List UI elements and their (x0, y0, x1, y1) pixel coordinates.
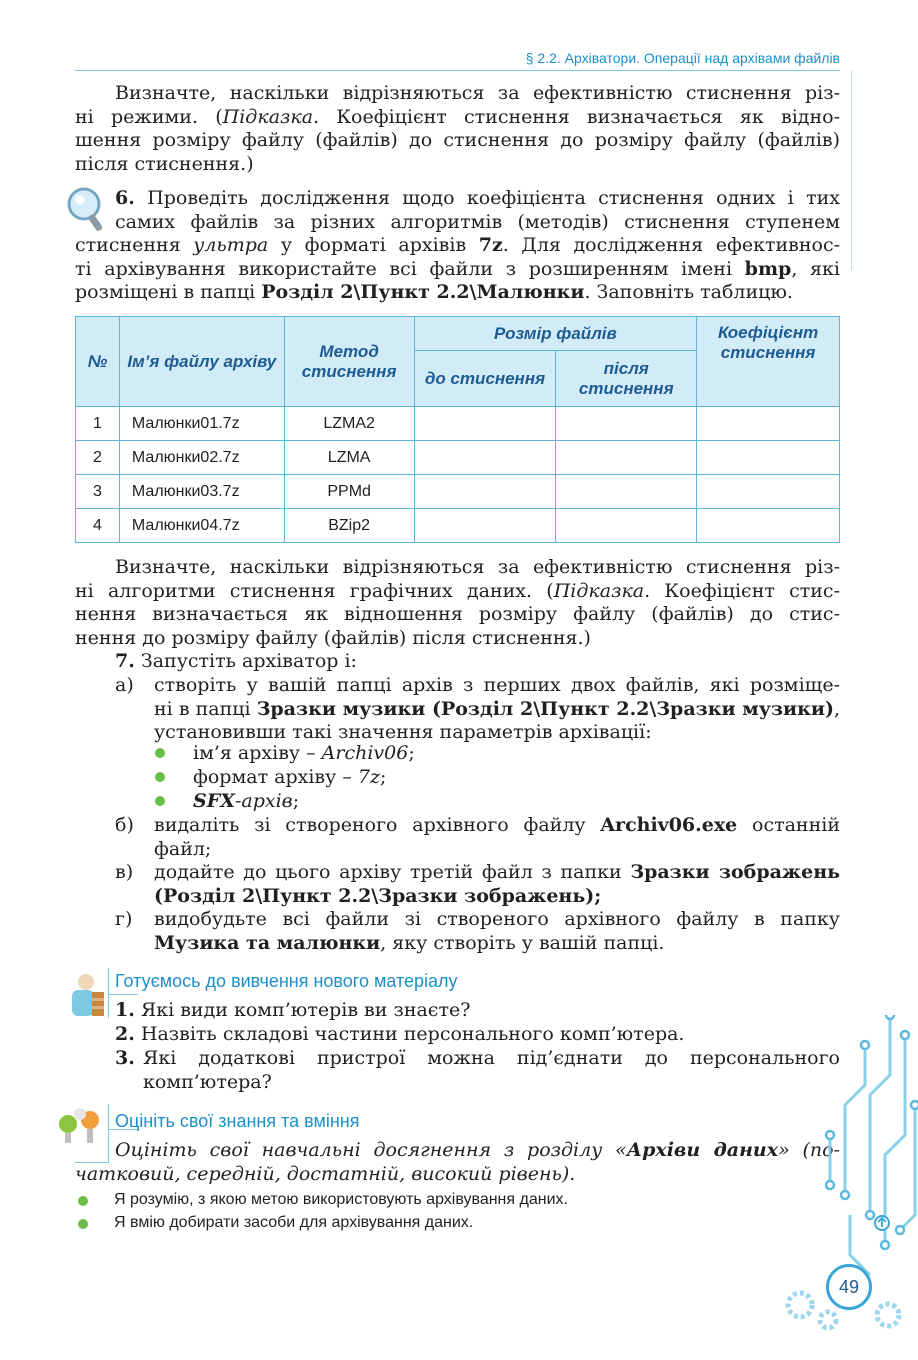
paragraph-line: Визначте, наскільки відрізняються за ефективністю стиснення різ- (115, 556, 840, 578)
item-line: файл; (154, 837, 212, 860)
text: Проведіть дослідження щодо коефіцієнта стиснення одних і тих (147, 187, 840, 209)
text: , яку створіть у вашій папці. (380, 931, 665, 954)
question-line (115, 999, 840, 1023)
item-line (154, 861, 840, 885)
text: ультра (193, 234, 269, 256)
intro-line (75, 106, 840, 130)
intro-line: Визначте, наскільки відрізняються за ефективністю стиснення різ- (115, 82, 840, 104)
cell-after (556, 407, 697, 441)
cell-before (414, 509, 556, 543)
task-6-line (75, 258, 840, 282)
margin-rule (851, 70, 852, 270)
text: Які види комп’ютерів ви знаєте? (140, 999, 471, 1021)
text: ; (379, 766, 387, 788)
text: , (833, 697, 840, 720)
list-marker-d: г) (115, 908, 133, 930)
question-line: Які додаткові пристрої можна під’єднати до персонального (143, 1047, 840, 1069)
task-7-item-a (154, 674, 840, 745)
text: додайте до цього архіву третій файл з папки (154, 861, 631, 883)
cell-method: PPMd (284, 475, 414, 509)
task-6 (75, 187, 840, 305)
text: формат архіву – (193, 766, 358, 788)
text: . Коефіцієнт стис- (644, 579, 840, 602)
question-number: 1. (115, 999, 135, 1021)
task-7-line (115, 650, 840, 674)
intro-line: шення розміру файлу (файлів) до стиснення до розміру файлу (файлів) (75, 129, 840, 151)
cell-after (556, 441, 697, 475)
cell-ratio (697, 509, 840, 543)
text: 7z (357, 766, 380, 788)
student-reading-icon (62, 972, 108, 1024)
text: ні алгоритми стиснення графічних даних. ( (75, 579, 554, 602)
col-header-before: до стиснення (414, 351, 556, 407)
text: » (по- (778, 1139, 840, 1161)
text: останній (737, 814, 840, 836)
intro-paragraph (75, 82, 840, 176)
col-header-number: № (76, 317, 120, 407)
param-sfx (193, 790, 299, 814)
item-line: установивши такі значення параметрів архівації: (154, 721, 652, 743)
text: . Коефіцієнт стиснення визначається як відно- (313, 105, 840, 128)
cell-number: 3 (76, 475, 120, 509)
question-line: комп’ютера? (143, 1070, 272, 1093)
section-name: Архіви даних (626, 1139, 779, 1161)
text: . Заповніть таблицю. (584, 281, 793, 303)
param-archive-format (193, 766, 386, 790)
text: ні режими. ( (75, 105, 223, 128)
prep-question-3 (143, 1047, 840, 1094)
task-7-title (115, 650, 840, 674)
bullet-icon (155, 748, 165, 758)
text: Назвіть складові частини персонального комп’ютера. (140, 1023, 685, 1045)
item-line (154, 814, 840, 838)
assess-line (75, 1163, 840, 1187)
text: ; (408, 742, 415, 764)
folder-name: Зразки зображень (630, 861, 841, 883)
table-row (76, 509, 840, 543)
item-line (154, 698, 840, 722)
cell-method: BZip2 (284, 509, 414, 543)
task-6-line: самих файлів за різних алгоритмів (методів) стиснення ступенем (115, 210, 840, 233)
cell-before (414, 441, 556, 475)
item-line: видобудьте всі файли зі створеного архівного файлу в папку (154, 908, 840, 930)
cell-archive-name: Малюнки02.7z (119, 441, 284, 475)
text: стиснення (75, 234, 194, 256)
assess-paragraph (75, 1139, 840, 1186)
cell-ratio (697, 407, 840, 441)
section-rule (108, 994, 138, 995)
cell-number: 2 (76, 441, 120, 475)
text: Оцініть свої навчальні досягнення з розділу « (115, 1139, 627, 1161)
cell-method: LZMA (284, 441, 414, 475)
text: Запустіть архіватор і: (140, 650, 357, 672)
bullet-icon (155, 796, 165, 806)
text: -архів (234, 790, 293, 812)
text: чатковий, середній, достатній, високий рівень). (75, 1162, 576, 1185)
question-number: 3. (115, 1047, 135, 1069)
folder-path: Зразки музики (Розділ 2\Пункт 2.2\Зразки музики) (256, 697, 834, 720)
running-header (75, 48, 840, 71)
task-7-item-d (154, 908, 840, 955)
task-6-line (75, 234, 840, 258)
list-marker-c: в) (115, 861, 134, 883)
cell-before (414, 475, 556, 509)
cell-before (414, 407, 556, 441)
bullet-icon (155, 772, 165, 782)
paragraph-line: нення до розміру файлу (файлів) після стиснення.) (75, 626, 591, 649)
item-line (154, 885, 840, 909)
section-title-prep: Готуємось до вивчення нового матеріалу (115, 971, 458, 991)
paragraph-line (75, 580, 840, 604)
col-header-archive-name: Ім’я файлу архіву (119, 317, 284, 407)
table-row (76, 475, 840, 509)
after-table-paragraph (75, 556, 840, 650)
bullet-icon (78, 1219, 88, 1229)
task-7-item-c (154, 861, 840, 908)
hint-word: Підказка (222, 105, 314, 128)
text: видаліть зі створеного архівного файлу (154, 814, 601, 836)
param-archive-name (193, 742, 415, 766)
col-header-ratio: Коефіцієнт стиснення (697, 317, 840, 407)
col-header-after: після стиснення (556, 351, 697, 407)
folder-name: Музика та малюнки (154, 931, 381, 954)
cell-archive-name: Малюнки04.7z (119, 509, 284, 543)
text: . Для дослідження ефективнос- (502, 234, 840, 256)
cell-ratio (697, 475, 840, 509)
prep-question-2 (115, 1023, 840, 1047)
text: ім’я архіву – (193, 742, 322, 764)
prep-question-1 (115, 999, 840, 1023)
list-marker-b: б) (115, 814, 134, 836)
folder-path: Розділ 2\Пункт 2.2\Малюнки (261, 281, 585, 303)
col-header-file-size: Розмір файлів (414, 317, 697, 351)
section-rule (108, 968, 109, 1018)
running-title: § 2.2. Архіватори. Операції над архівами файлів (525, 50, 840, 66)
text: bmp (744, 257, 792, 280)
text: у форматі архівів (268, 234, 479, 256)
cell-method: LZMA2 (284, 407, 414, 441)
task-6-line (75, 187, 840, 211)
assess-line (75, 1139, 840, 1163)
page-number: 49 (826, 1264, 872, 1310)
cell-after (556, 475, 697, 509)
assess-item: Я розумію, з якою метою використовують архівування даних. (114, 1191, 568, 1208)
folder-path: (Розділ 2\Пункт 2.2\Зразки зображень); (154, 884, 602, 907)
question-line (115, 1023, 840, 1047)
cell-archive-name: Малюнки01.7z (119, 407, 284, 441)
cell-archive-name: Малюнки03.7z (119, 475, 284, 509)
text: ті архівування використайте всі файли з розширенням імені (75, 257, 745, 280)
text: 7z (478, 234, 503, 256)
item-line: створіть у вашій папці архів з перших двох файлів, які розміще- (154, 674, 840, 696)
file-name: Archiv06.exe (600, 814, 738, 836)
bullet-icon (78, 1196, 88, 1206)
emoji-faces-icon (56, 1104, 106, 1144)
item-line (154, 932, 840, 956)
cell-ratio (697, 441, 840, 475)
section-title-assess: Оцініть свої знання та вміння (115, 1111, 360, 1131)
task-7-item-b (154, 814, 840, 861)
col-header-method: Метод стиснення (284, 317, 414, 407)
assess-item: Я вмію добирати засоби для архівування даних. (114, 1214, 474, 1231)
table-row (76, 407, 840, 441)
task-6-line (75, 281, 840, 305)
task-number: 7. (115, 650, 135, 672)
text: , які (791, 257, 840, 280)
text: ; (292, 790, 300, 812)
compression-table (75, 316, 840, 543)
cell-number: 4 (76, 509, 120, 543)
list-marker-a: а) (115, 674, 134, 696)
question-number: 2. (115, 1023, 135, 1045)
table-row (76, 441, 840, 475)
text: Archiv06 (321, 742, 409, 764)
text: розміщені в папці (75, 281, 262, 303)
text: ні в папці (154, 697, 257, 720)
task-number: 6. (115, 187, 135, 209)
cell-number: 1 (76, 407, 120, 441)
cell-after (556, 509, 697, 543)
paragraph-line: нення визначається як відношення розміру файлу (файлів) до стис- (75, 603, 840, 625)
hint-word: Підказка (553, 579, 645, 602)
text: SFX (193, 790, 235, 812)
intro-line: після стиснення.) (75, 152, 254, 175)
